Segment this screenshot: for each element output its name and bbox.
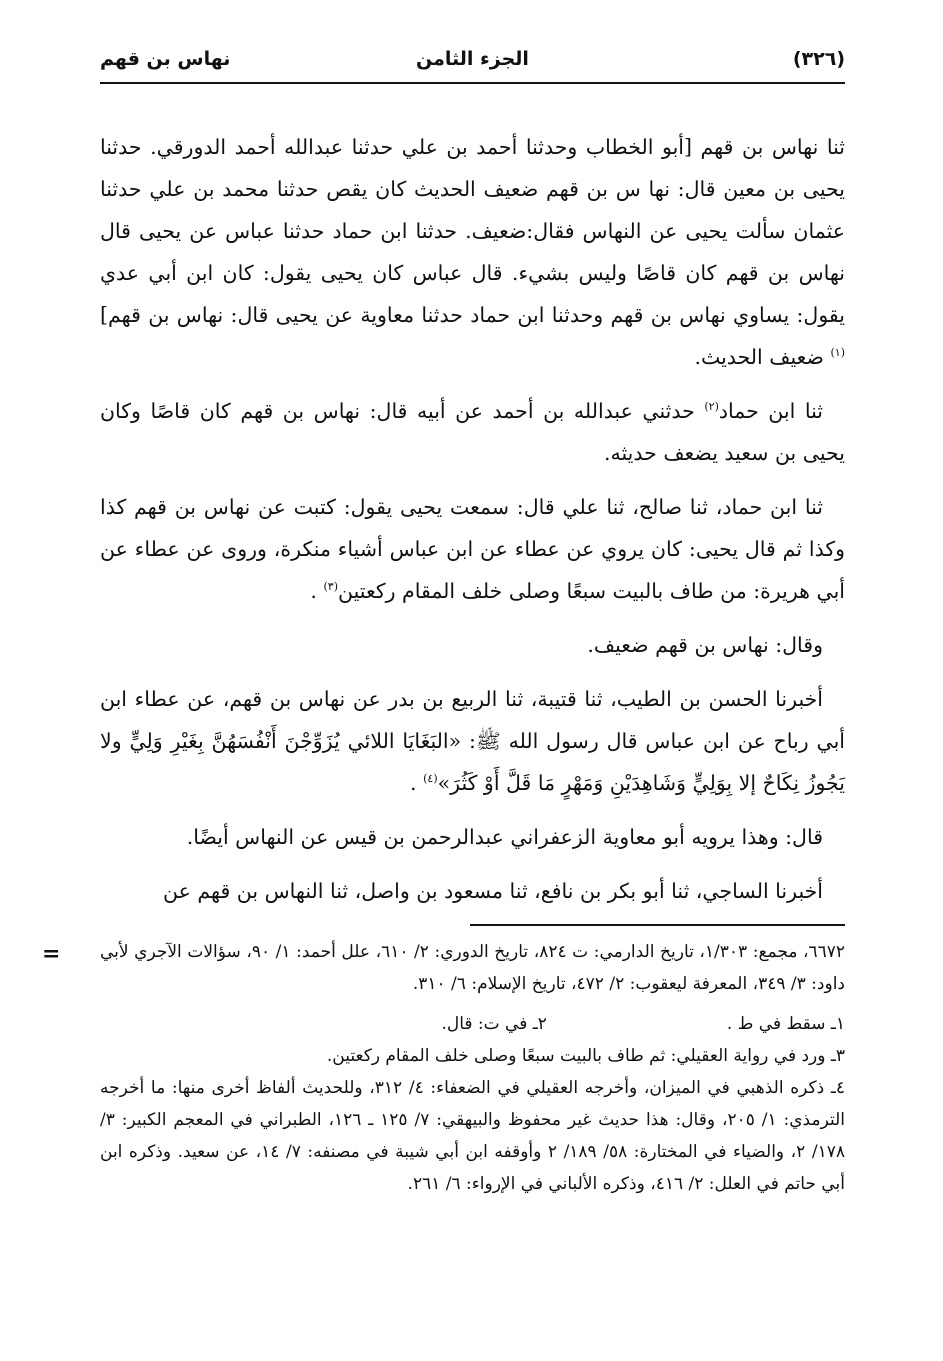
paragraph-text: . (410, 771, 424, 795)
page-number: (٣٢٦) (792, 48, 845, 70)
footnote-4: ٤ـ ذكره الذهبي في الميزان، وأخرجه العقيلي في الضعفاء: ٤/ ٣١٢، وللحديث ألفاظ أخرى منها: ما أخرجه الترمذي: ١/ ٢٠٥، وقال: هذا حديث غير محفوظ والبيهقي: ٧/ ١٢٥ ـ ١٢٦، الطبراني في المعجم الكبير: ٣/ ١٧٨/ ٢، والضياء في المختارة: ٥٨/ ١٨٩/ ٢ وأوقفه ابن أبي شيبة في مصنفه: ٧/ ١٤، عن سعيد. وذكره ابن أبي حاتم في العلل: ٢/ ٤١٦، وذكره الألباني في الإرواء: ٦/ ٢٦١. (100, 1078, 846, 1194)
paragraph-text: أخبرنا الحسن بن الطيب، ثنا قتيبة، ثنا الربيع بن بدر عن نهاس بن قهم، عن عطاء ابن أبي رباح عن ابن عباس قال رسول الله ﷺ: «البَغَايَا اللائي يُزَوِّجْنَ أَنْفُسَهُنَّ بِغَيْرِ وَلِيٍّ ولا يَجُوزُ نِكَاحٌ إلا بِوَلِيٍّ وَشَاهِدَيْنِ وَمَهْرٍ مَا قَلَّ أَوْ كَثُرَ» (100, 687, 845, 795)
running-header (100, 40, 845, 84)
paragraph-text: حدثني عبدالله بن أحمد عن أبيه قال: نهاس بن قهم كان قاصًا وكان يحيى بن سعيد يضعف حديثه. (100, 399, 845, 465)
footnote-separator (470, 924, 845, 926)
footnote-ref: (٢) (704, 400, 719, 414)
entry-name: نهاس بن قهم (100, 48, 231, 70)
paragraph (100, 624, 845, 666)
paragraph (100, 678, 845, 804)
paragraph-text: ثنا ابن حماد، ثنا صالح، ثنا علي قال: سمعت يحيى يقول: كتبت عن نهاس بن قهم كذا وكذا ثم قال يحيى: كان يروي عن عطاء عن ابن عباس أشياء منكرة، وروى عن عطاء عن أبي هريرة: من طاف بالبيت سبعًا وصلى خلف المقام ركعتين (100, 495, 845, 603)
footnote-continuation: ٦٦٧٢، مجمع: ١/٣٠٣، تاريخ الدارمي: ت ٨٢٤، تاريخ الدوري: ٢/ ٦١٠، علل أحمد: ١/ ٩٠، سؤالات الآجري لأبي داود: ٣/ ٣٤٩، المعرفة ليعقوب: ٢/ ٤٧٢، تاريخ الإسلام: ٦/ ٣١٠. (100, 942, 846, 994)
paragraph (100, 870, 845, 912)
footnote-ref: (٤) (423, 772, 438, 786)
footnote-1: ١ـ سقط في ط . (726, 1014, 845, 1034)
footnote-row (100, 1008, 845, 1040)
paragraph-text: ثنا ابن حماد (718, 399, 823, 423)
volume-title: الجزء الثامن (416, 48, 529, 70)
paragraph-text: وقال: نهاس بن قهم ضعيف. (587, 633, 823, 657)
continuation-mark: = (42, 941, 61, 967)
paragraph-text: ثنا نهاس بن قهم [أبو الخطاب وحدثنا أحمد بن علي حدثنا عبدالله أحمد الدورقي. حدثنا يحيى بن معين قال: نها س بن قهم ضعيف الحديث كان يقص حدثنا محمد بن علي حدثنا عثمان سألت يحيى عن النهاس فقال:ضعيف. حدثنا ابن حماد حدثنا عباس عن يحيى قال نهاس بن قهم كان قاصًا وليس بشيء. قال عباس كان يحيى يقول: كان ابن أبي عدي يقول: يساوي نهاس بن قهم وحدثنا ابن حماد حدثنا معاوية عن يحيى قال: نهاس بن قهم] (100, 135, 845, 327)
main-text (100, 126, 845, 912)
footnote-3: ٣ـ ورد في رواية العقيلي: ثم طاف بالبيت سبعًا وصلى خلف المقام ركعتين. (326, 1046, 845, 1066)
footnotes (42, 936, 846, 1200)
paragraph (100, 816, 845, 858)
paragraph (100, 390, 845, 474)
paragraph-text: قال: وهذا يرويه أبو معاوية الزعفراني عبدالرحمن بن قيس عن النهاس أيضًا. (186, 825, 823, 849)
paragraph-text: ضعيف الحديث. (694, 345, 831, 369)
paragraph (100, 126, 845, 378)
footnote-2: ٢ـ في ت: قال. (441, 1014, 547, 1034)
paragraph-text: أخبرنا الساجي، ثنا أبو بكر بن نافع، ثنا مسعود بن واصل، ثنا النهاس بن قهم عن (163, 879, 823, 903)
footnote-ref: (١) (830, 346, 845, 360)
footnote-ref: (٣) (323, 580, 338, 594)
paragraph-text: . (310, 579, 324, 603)
book-page (42, 40, 846, 1200)
header-rule (100, 82, 845, 84)
paragraph (100, 486, 845, 612)
